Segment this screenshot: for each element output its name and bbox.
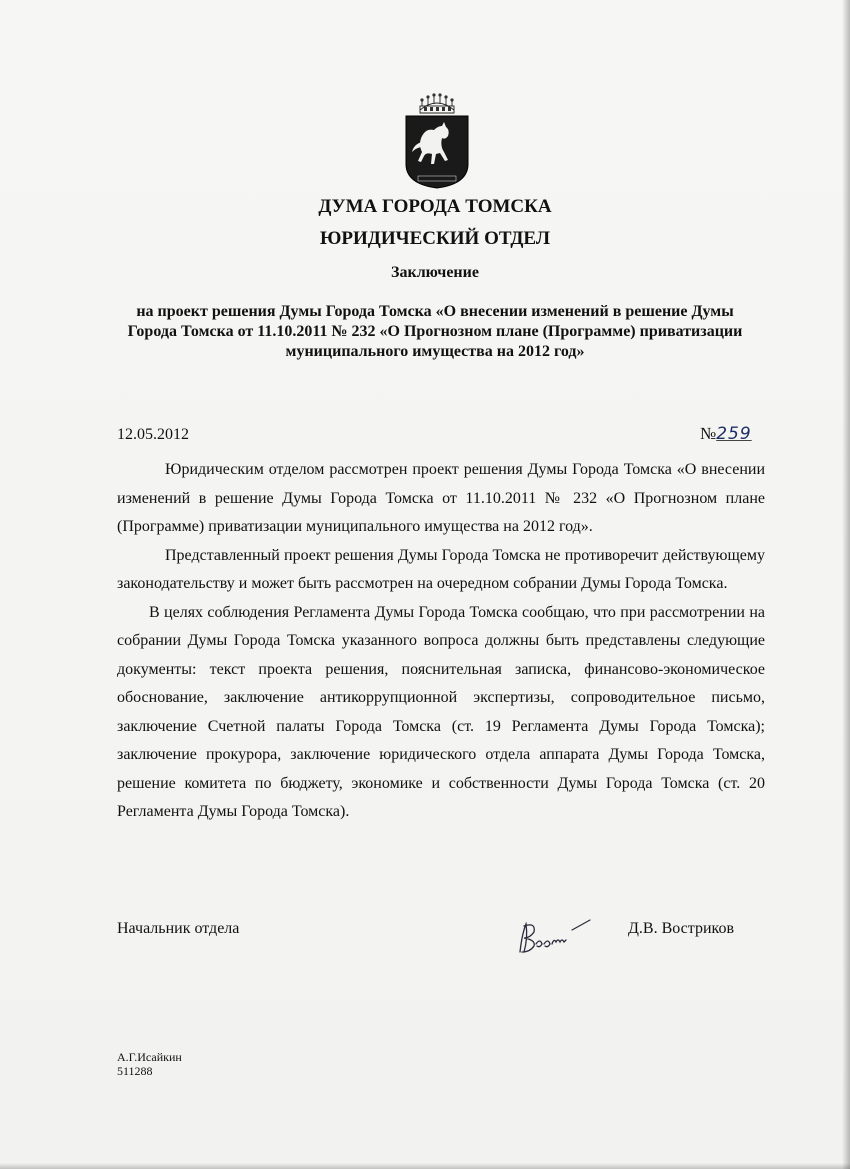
number-prefix: № [700, 424, 717, 443]
signer-name: Д.В. Востриков [628, 920, 735, 937]
signer-position: Начальник отдела [117, 920, 240, 937]
handwritten-signature-icon [510, 912, 600, 958]
document-subject: на проект решения Думы Города Томска «О внесении изменений в решение Думы Города Томска от 11.10.2011 № 232 «О Прогнозном плане (Программе) приватизации муниципального имущества на 2012 год» [127, 303, 743, 360]
document-number [700, 424, 752, 444]
department-name: ЮРИДИЧЕСКИЙ ОТДЕЛ [320, 228, 550, 249]
body-paragraph: Юридическим отделом рассмотрен проект решения Думы Города Томска «О внесении изменений в решение Думы Города Томска от 11.10.2011 № 232 «О Прогнозном плане (Программе) приватизации муниципального имущества на 2012 год». [117, 461, 765, 535]
organization-name: ДУМА ГОРОДА ТОМСКА [318, 196, 552, 217]
document-body [117, 456, 765, 827]
executor-block [117, 1050, 182, 1078]
document-date: 12.05.2012 [117, 426, 189, 443]
executor-name: А.Г.Исайкин [117, 1050, 182, 1064]
number-value: 259 [716, 424, 752, 444]
body-paragraph: Представленный проект решения Думы Города Томска не противоречит действующему законодательству и может быть рассмотрен на очередном собрании Думы Города Томска. [117, 546, 765, 592]
body-paragraph: В целях соблюдения Регламента Думы Города Томска сообщаю, что при рассмотрении на собрании Думы Города Томска указанного вопроса должны быть представлены следующие документы: текст проекта решения, пояснительная записка, финансово-экономическое обоснование, заключение антикоррупционной экспертизы, сопроводительное письмо, заключение Счетной палаты Города Томска (ст. 19 Регламента Думы Города Томска); заключение прокурора, заключение юридического отдела аппарата Думы Города Томска, решение комитета по бюджету, экономике и собственности Думы Города Томска (ст. 20 Регламента Думы Города Томска). [117, 603, 765, 820]
document-kind: Заключение [391, 264, 479, 281]
scan-edge-shadow [842, 0, 850, 1169]
executor-phone: 511288 [117, 1064, 153, 1078]
scan-bottom-shadow [0, 1163, 850, 1169]
tomsk-coat-of-arms-icon [404, 92, 470, 192]
